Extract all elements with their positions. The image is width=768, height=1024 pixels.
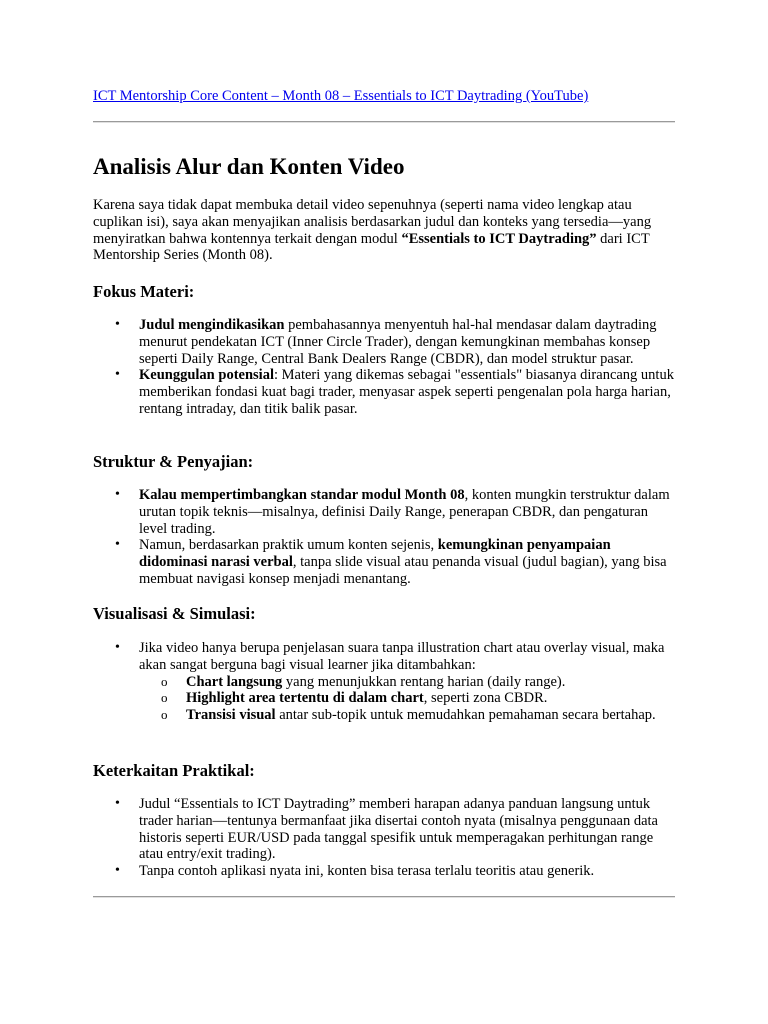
sub-list-item: o Chart langsung yang menunjukkan rentang harian (daily range).: [186, 674, 675, 691]
section-heading-struktur-penyajian: Struktur & Penyajian:: [93, 452, 254, 471]
list-item: • Keunggulan potensial: Materi yang dikemas sebagai "essentials" biasanya dirancang untuk memberikan fondasi kuat bagi trader, menyasar aspek seperti pengenalan pola harga harian, rentang intraday, dan titik balik pasar.: [139, 367, 675, 417]
section-list-keterkaitan-praktikal: [93, 796, 675, 880]
page-title: Analisis Alur dan Konten Video: [93, 154, 405, 179]
section-heading-keterkaitan-praktikal: Keterkaitan Praktikal:: [93, 761, 255, 780]
section-heading-fokus-materi: Fokus Materi:: [93, 282, 195, 301]
list-item: • Kalau mempertimbangkan standar modul Month 08, konten mungkin terstruktur dalam urutan topik teknis—misalnya, definisi Daily Range, penerapan CBDR, dan pengaturan level trading.: [139, 487, 675, 537]
sub-list-item: o Highlight area tertentu di dalam chart, seperti zona CBDR.: [186, 690, 675, 707]
list-item: • Judul “Essentials to ICT Daytrading” memberi harapan adanya panduan langsung untuk trader harian—tentunya bermanfaat jika disertai contoh nyata (misalnya penggunaan data historis seperti EUR/USD pada tanggal spesifik untuk memperagakan perhitungan range atau entry/exit trading).: [139, 796, 675, 863]
divider-top: [93, 121, 675, 123]
list-item: • Tanpa contoh aplikasi nyata ini, konten bisa terasa terlalu teoritis atau generik.: [139, 863, 675, 880]
list-item: • Namun, berdasarkan praktik umum konten sejenis, kemungkinan penyampaian didominasi narasi verbal, tanpa slide visual atau penanda visual (judul bagian), yang bisa membuat navigasi konsep menjadi menantang.: [139, 537, 675, 587]
sub-list: [139, 674, 675, 724]
list-item: • Jika video hanya berupa penjelasan suara tanpa illustration chart atau overlay visual, maka akan sangat berguna bagi visual learner jika ditambahkan: o Chart langsung yang menunjukkan rentang harian (daily range). o Highlight area tertentu di dalam chart, seperti zona CBDR. o Transisi visual antar sub-topik untuk memudahkan pemahaman secara bertahap.: [139, 640, 675, 724]
section-list-visualisasi-simulasi: [93, 640, 675, 724]
divider-bottom: [93, 896, 675, 898]
intro-paragraph: Karena saya tidak dapat membuka detail video sepenuhnya (seperti nama video lengkap atau cuplikan isi), saya akan menyajikan analisis berdasarkan judul dan konteks yang tersedia—yang menyiratkan bahwa kontennya terkait dengan modul “Essentials to ICT Daytrading” dari ICT Mentorship Series (Month 08).: [93, 197, 652, 264]
section-list-fokus-materi: [93, 317, 675, 418]
list-item: • Judul mengindikasikan pembahasannya menyentuh hal-hal mendasar dalam daytrading menurut pendekatan ICT (Inner Circle Trader), dengan kemungkinan membahas konsep seperti Daily Range, Central Bank Dealers Range (CBDR), dan model struktur pasar.: [139, 317, 675, 367]
sub-list-item: o Transisi visual antar sub-topik untuk memudahkan pemahaman secara bertahap.: [186, 707, 675, 724]
section-list-struktur-penyajian: [93, 487, 675, 588]
section-heading-visualisasi-simulasi: Visualisasi & Simulasi:: [93, 604, 256, 623]
video-link[interactable]: ICT Mentorship Core Content – Month 08 – Essentials to ICT Daytrading (YouTube): [93, 88, 589, 104]
